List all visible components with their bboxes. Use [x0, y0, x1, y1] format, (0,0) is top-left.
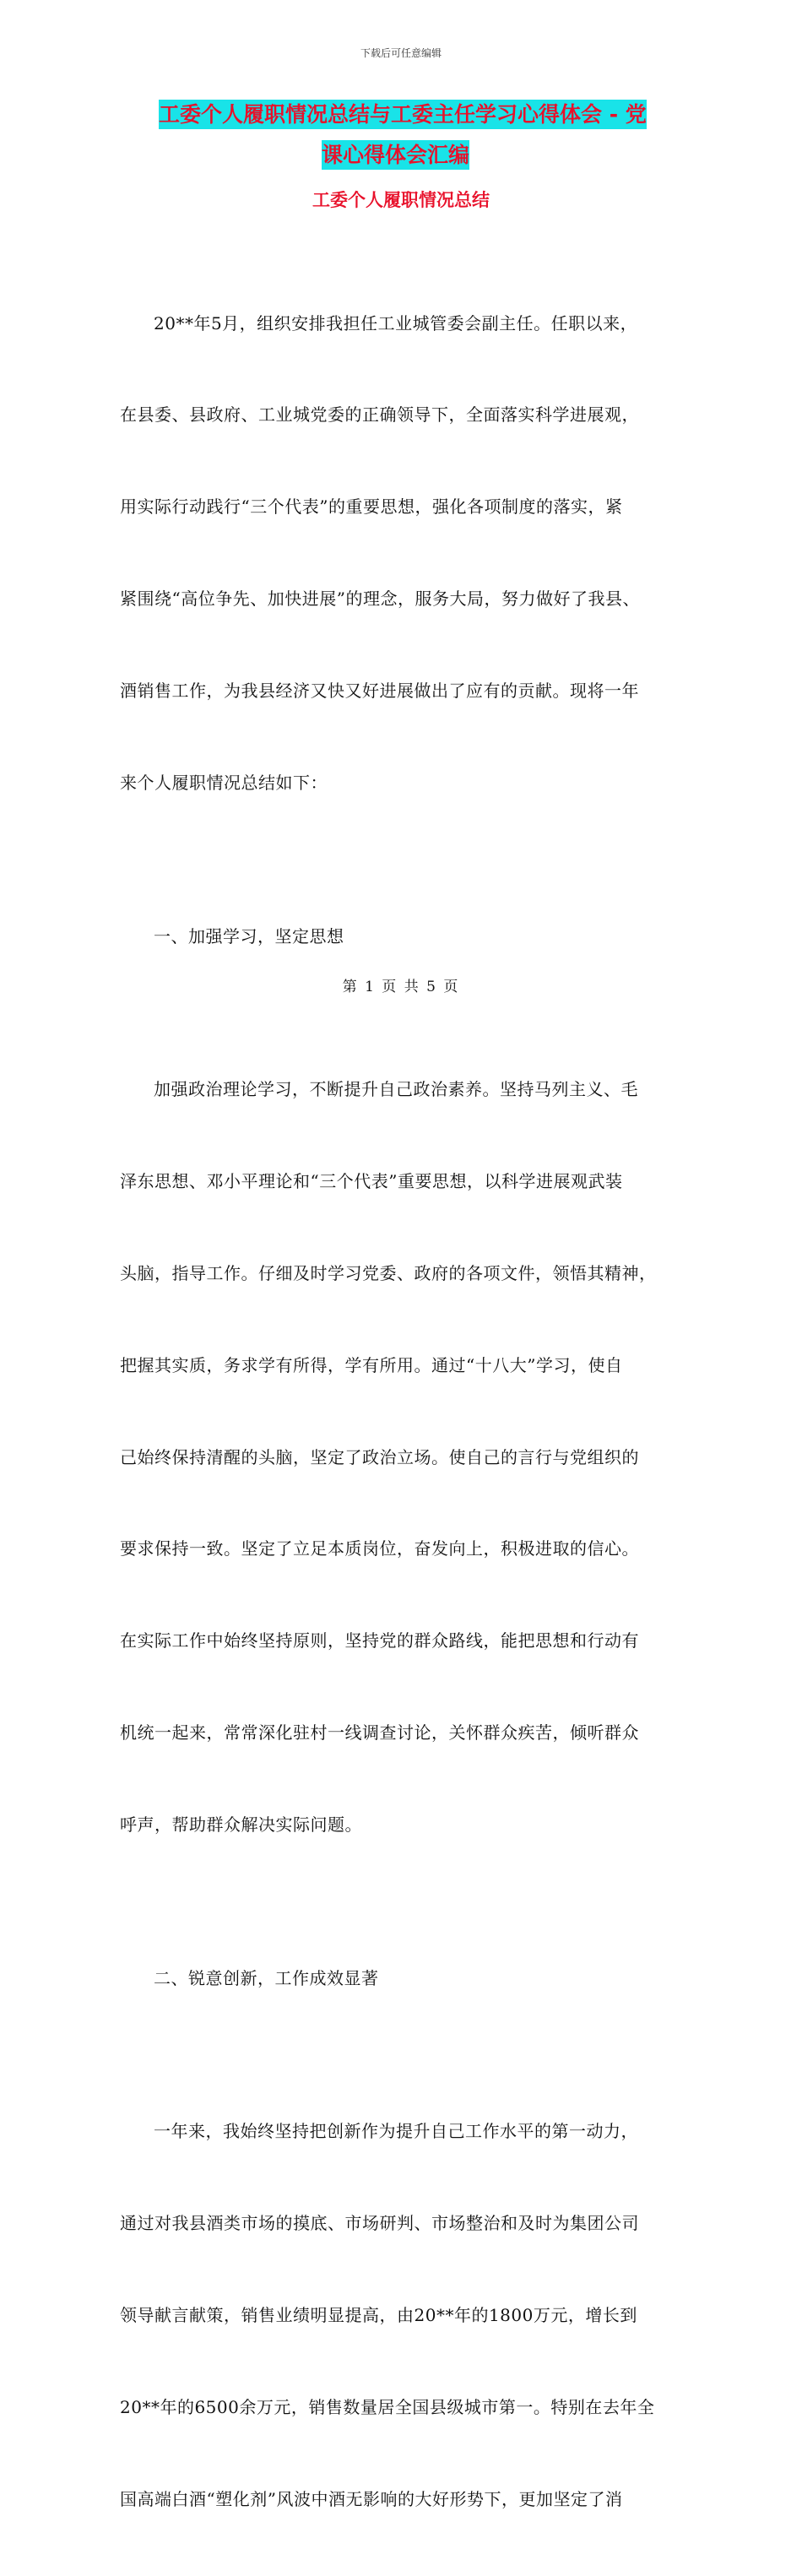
document-title-line-1: 工委个人履职情况总结与工委主任学习心得体会 - 党	[159, 100, 647, 129]
paragraph-line: 来个人履职情况总结如下：	[120, 773, 328, 794]
paragraph-innovation	[120, 2055, 684, 2576]
paragraph-line: 20**年5月，组织安排我担任工业城管委会副主任。任职以来，	[154, 312, 638, 334]
paragraph-line: 20**年的6500余万元，销售数量居全国县级城市第一。特别在去年全	[120, 2396, 655, 2417]
paragraph-line: 一、加强学习，坚定思想	[154, 925, 344, 946]
section-heading: 工委个人履职情况总结	[312, 190, 490, 210]
paragraph-line: 头脑，指导工作。仔细及时学习党委、政府的各项文件，领悟其精神，	[120, 1262, 657, 1283]
paragraph-line: 用实际行动践行“三个代表”的重要思想，强化各项制度的落实，紧	[120, 496, 623, 518]
paragraph-line: 紧围绕“高位争先、加快进展”的理念，服务大局，努力做好了我县、	[120, 588, 640, 610]
paragraph-line: 机统一起来，常常深化驻村一线调查讨论，关怀群众疾苦，倾听群众	[120, 1722, 639, 1744]
paragraph-line: 国高端白酒“塑化剂”风波中酒无影响的大好形势下，更加坚定了消	[120, 2488, 623, 2509]
body-text	[120, 247, 684, 2576]
paragraph-line: 己始终保持清醒的头脑，坚定了政治立场。使自己的言行与党组织的	[120, 1446, 639, 1467]
document-title	[159, 95, 699, 176]
paragraph-line: 把握其实质，务求学有所得，学有所用。通过“十八大”学习，使自	[120, 1354, 623, 1375]
document-title-line-2: 课心得体会汇编	[322, 140, 469, 170]
paragraph-line: 二、锐意创新，工作成效显著	[154, 1967, 379, 1988]
paragraph-intro	[120, 247, 684, 860]
paragraph-line: 在实际工作中始终坚持原则，坚持党的群众路线，能把思想和行动有	[120, 1630, 639, 1651]
paragraph-line: 泽东思想、邓小平理论和“三个代表”重要思想，以科学进展观武装	[120, 1170, 623, 1191]
paragraph-line: 领导献言献策，销售业绩明显提高，由20**年的1800万元，增长到	[120, 2304, 637, 2325]
paragraph-line: 呼声，帮助群众解决实际问题。	[120, 1814, 362, 1836]
paragraph-line: 加强政治理论学习，不断提升自己政治素养。坚持马列主义、毛	[154, 1079, 638, 1100]
page-header-note: 下载后可任意编辑	[360, 47, 442, 59]
paragraph-line: 要求保持一致。坚定了立足本质岗位，奋发向上，积极进取的信心。	[120, 1538, 639, 1559]
paragraph-line: 通过对我县酒类市场的摸底、市场研判、市场整治和及时为集团公司	[120, 2213, 639, 2233]
paragraph-line: 在县委、县政府、工业城党委的正确领导下，全面落实科学进展观，	[120, 404, 639, 426]
paragraph-line: 酒销售工作，为我县经济又快又好进展做出了应有的贡献。现将一年	[120, 681, 639, 702]
paragraph-study	[120, 1012, 684, 1901]
page-number-footer: 第 1 页 共 5 页	[342, 979, 460, 995]
subheading-innovation	[120, 1901, 684, 2054]
paragraph-line: 一年来，我始终坚持把创新作为提升自己工作水平的第一动力，	[154, 2121, 638, 2142]
